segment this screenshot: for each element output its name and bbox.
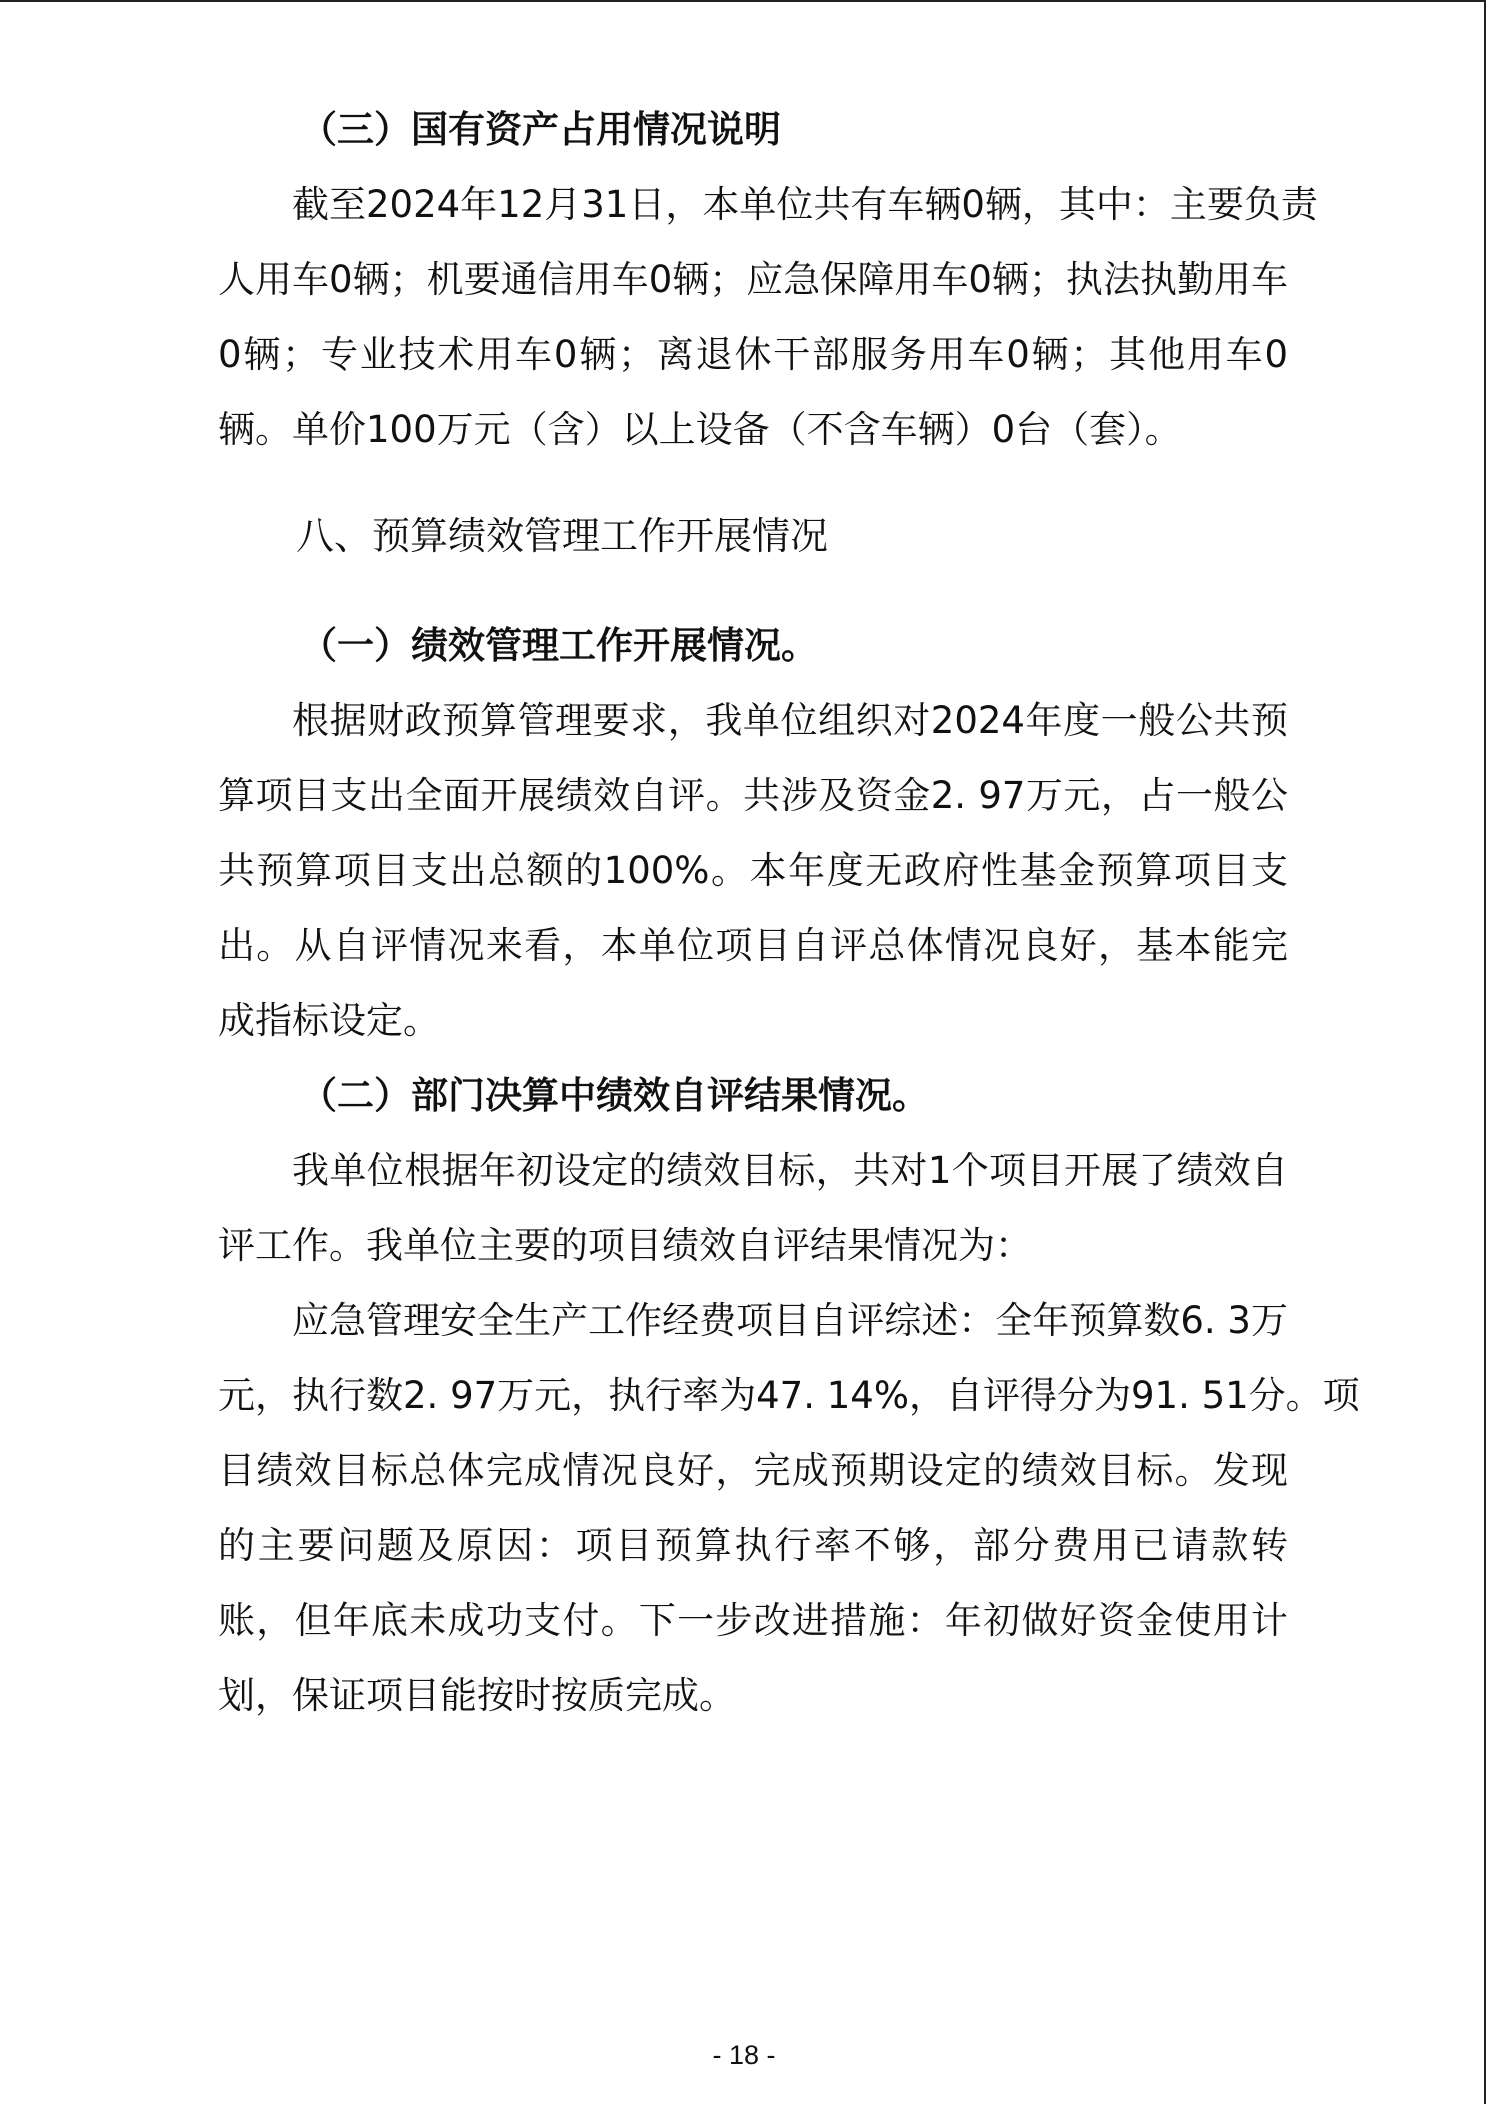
project-summary-line: 划，保证项目能按时按质完成。 [218, 1674, 736, 1717]
perf-mgmt-paragraph-line: 算项目支出全面开展绩效自评。共涉及资金2. 97万元，占一般公 [218, 774, 1288, 817]
self-eval-heading: （二）部门决算中绩效自评结果情况。 [300, 1074, 929, 1117]
asset-paragraph-line: 人用车0辆；机要通信用车0辆；应急保障用车0辆；执法执勤用车 [218, 258, 1288, 301]
self-eval-paragraph-line: 我单位根据年初设定的绩效目标，共对1个项目开展了绩效自 [292, 1149, 1288, 1192]
self-eval-paragraph-line: 评工作。我单位主要的项目绩效自评结果情况为： [218, 1224, 1032, 1267]
perf-mgmt-heading: （一）绩效管理工作开展情况。 [300, 624, 818, 667]
asset-paragraph-line: 0辆；专业技术用车0辆；离退休干部服务用车0辆；其他用车0 [218, 333, 1288, 376]
page-number: - 18 - [712, 2040, 776, 2070]
project-summary-line: 的主要问题及原因：项目预算执行率不够，部分费用已请款转 [218, 1524, 1288, 1567]
perf-mgmt-paragraph-line: 共预算项目支出总额的100%。本年度无政府性基金预算项目支 [218, 849, 1288, 892]
asset-section-heading: （三）国有资产占用情况说明 [300, 108, 781, 151]
perf-mgmt-paragraph-line: 出。从自评情况来看，本单位项目自评总体情况良好，基本能完 [218, 924, 1288, 967]
project-summary-line: 应急管理安全生产工作经费项目自评综述：全年预算数6. 3万 [292, 1299, 1288, 1342]
asset-paragraph-line: 截至2024年12月31日，本单位共有车辆0辆，其中：主要负责 [292, 183, 1318, 226]
document-body [218, 92, 1360, 1733]
asset-paragraph-line: 辆。单价100万元（含）以上设备（不含车辆）0台（套）。 [218, 408, 1182, 451]
perf-mgmt-paragraph-line: 根据财政预算管理要求，我单位组织对2024年度一般公共预 [292, 699, 1288, 742]
project-summary-line: 账，但年底未成功支付。下一步改进措施：年初做好资金使用计 [218, 1599, 1288, 1642]
project-summary-line: 元，执行数2. 97万元，执行率为47. 14%，自评得分为91. 51分。项 [218, 1374, 1360, 1417]
perf-mgmt-paragraph-line: 成指标设定。 [218, 999, 440, 1042]
section-eight-heading: 八、预算绩效管理工作开展情况 [296, 514, 829, 558]
project-summary-line: 目绩效目标总体完成情况良好，完成预期设定的绩效目标。发现 [218, 1449, 1288, 1492]
